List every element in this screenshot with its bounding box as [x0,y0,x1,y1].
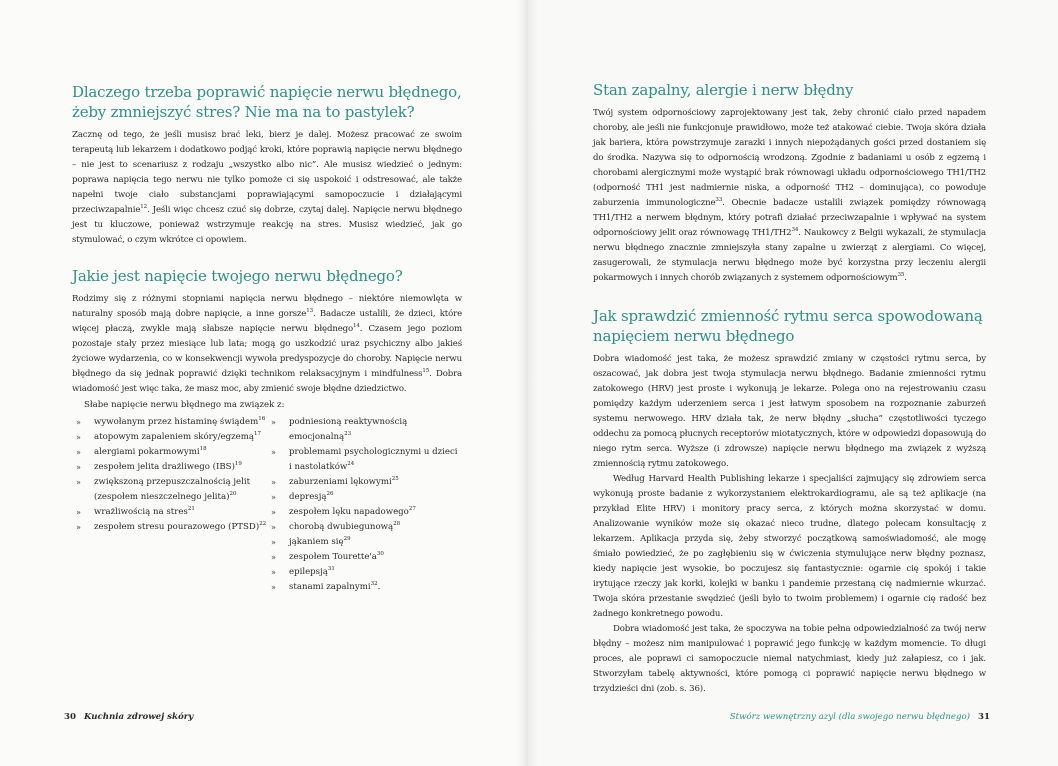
footnote-ref: 21 [187,506,195,513]
condition-text: zespołem jelita drażliwego (IBS) [94,462,235,472]
bullet-icon: » [271,568,276,577]
footnote-ref: 31 [327,566,335,573]
condition-text: podniesioną reaktywnością emocjonalną [289,417,408,442]
text-run: . Obecnie badacze ustalili związek pomiędzy równowagą TH1/TH2 a nerwem błędnym, który potrafi działać przeciwzapalnie i wpływać na system odpornościowy jelit oraz równowagę TH1/TH2 [593,198,986,238]
condition-item [72,460,267,475]
footnote-ref: 33 [715,197,723,204]
book-gutter [516,0,538,766]
footnote-ref: 19 [234,461,242,468]
condition-text: stanami zapalnymi [289,582,371,592]
text-run: . [904,273,907,283]
footnote-ref: 16 [258,416,266,423]
bullet-icon: » [271,553,276,562]
footnote-ref: 14 [353,323,360,330]
section-paragraph-inflammation [593,106,986,286]
text-run: . Badacze ustalili, że dzieci, które więcej płaczą, zwykle mają słabsze napięcie nerwu błędnego [72,309,463,334]
condition-item [72,415,267,430]
footnote-ref: 28 [393,521,401,528]
section-heading-hrv: Jak sprawdzić zmienność rytmu serca spowodowaną napięciem nerwu błędnego [593,307,983,345]
bullet-icon: » [271,523,276,532]
condition-text: zwiększoną przepuszczalnością jelit (zespołem nieszczelnego jelita) [94,477,251,502]
bullet-icon: » [271,418,276,427]
condition-item [267,490,462,505]
condition-item [267,475,462,490]
condition-text: zespołem lęku napadowego [289,507,409,517]
footnote-ref: 26 [326,491,334,498]
bullet-icon: » [271,478,276,487]
footnote-ref: 13 [306,308,313,315]
condition-item [72,475,267,505]
section-paragraph-hrv-2: Według Harvard Health Publishing lekarze i specjaliści zajmujący się zdrowiem serca wykonują proste badanie z wykorzystaniem elektrokardiogramu, ale są też aplikacje (na przykład Elite HRV) i monitory pracy serca, z których można skorzystać w domu. Analizowanie wyników może się okazać nieco trudne, dlatego polecam konsultację z lekarzem. Aplikacja przyda się, żeby stworzyć początkową samoświadomość, ale mogę śmiało powiedzieć, że po zagłębieniu się w ćwiczenia stymulujące nerw błędny poznasz, kiedy napięcie jest wysokie, bo poczujesz się fantastycznie: ogarnie cię spokój i takie irytujące rzeczy jak korki, kolejki w banku i pandemie przestaną cię nadmiernie wkurzać. Twoja skóra przestanie swędzieć (jeśli było to twoim problemem) i ogarnie cię radość bez żadnego konkretnego powodu. [593,474,986,619]
conditions-column-1 [72,415,267,595]
text-run: . Czasem jego poziom pozostaje stały przez miesiące lub lata; mogą go uszkodzić uraz psychiczny albo jakieś życiowe wydarzenia, co w konsekwencji wywoła predyspozycje do choroby. Napięcie nerwu błędnego da się jednak poprawić dzięki technikom relaksacyjnym i mindfulness [72,324,462,379]
condition-text: jąkaniem się [289,537,344,547]
running-title: Kuchnia zdrowej skóry [83,712,194,722]
section-heading-why: Dlaczego trzeba poprawić napięcie nerwu błędnego, żeby zmniejszyć stres? Nie ma na to pastylek? [72,83,462,121]
footnote-ref: 20 [229,491,237,498]
bullet-icon: » [271,583,276,592]
text-run: Zacznę od tego, że jeśli musisz brać leki, bierz je dalej. Możesz pracować ze swoim terapeutą lub lekarzem i dodatkowo podjąć kroki, które poprawią napięcie nerwu błędnego – nie jest to scenariusz z rodzaju „wszystko albo nic”. Ale musisz wiedzieć o jednym: poprawa napięcia tego nerwu nie tylko pomoże ci się uspokoić i odstresować, ale także napełni twoje ciało substancjami poprawiającymi samopoczucie i działającymi przeciwzapalnie [72,130,462,215]
condition-item [267,415,462,445]
condition-text: wrażliwością na stres [94,507,188,517]
footnote-ref: 18 [199,446,207,453]
condition-text: alergiami pokarmowymi [94,447,200,457]
condition-item [267,565,462,580]
footnote-ref: 34 [791,227,799,234]
conditions-list [72,415,462,595]
condition-text: atopowym zapaleniem skóry/egzemą [94,432,254,442]
bullet-icon: » [271,493,276,502]
section-heading-inflammation: Stan zapalny, alergie i nerw błędny [593,81,854,99]
section-paragraph-hrv-1: Dobra wiadomość jest taka, że możesz sprawdzić zmiany w częstości rytmu serca, by oszacować, jak dobra jest twoja stymulacja nerwu błędnego. Badanie zmienności rytmu zatokowego (HRV) jest proste i wykonują je lekarze. Polega ono na rejestrowaniu czasu pomiędzy każdym uderzeniem serca i jest łatwym sposobem na rozpoznanie zaburzeń systemu nerwowego. HRV działa tak, że nerw błędny „słucha” częstotliwości tyczego oddechu za pomocą płucnych receptorów miotatycznych, które w odpowiedzi dopasowują do niego rytm serca. Wyższe (i zdrowsze) napięcie nerwu błędnego ma związek z wyższą zmiennością rytmu zatokowego. [593,354,986,469]
section-paragraph-why [72,128,462,248]
condition-tail: . [377,582,381,592]
bullet-icon: » [76,523,81,532]
footnote-ref: 24 [347,461,355,468]
text-run: . Naukowcy z Belgii wykazali, że stymulacja nerwu błędnego znacznie zmniejszyła stany zapalne u zwierząt z alergiami. Co więcej, zasugerowali, że stymulacja nerwu błędnego może być korzystna przy leczeniu alergii pokarmowych i innych chorób związanych z systemem odpornościowym [593,228,986,283]
condition-item [267,580,462,595]
left-page [0,0,525,766]
condition-text: chorobą dwubiegunową [289,522,394,532]
bullet-icon: » [76,433,81,442]
condition-item [267,535,462,550]
right-page [525,0,1058,766]
condition-text: zespołem stresu pourazowego (PTSD) [94,522,260,532]
bullet-icon: » [76,418,81,427]
section-heading-tone: Jakie jest napięcie twojego nerwu błędnego? [72,267,403,285]
footnote-ref: 35 [897,272,905,279]
footnote-ref: 32 [370,581,378,588]
condition-text: problemami psychologicznymi u dzieci i nastolatków [289,447,458,472]
footnote-ref: 17 [254,431,261,438]
bullet-icon: » [271,448,276,457]
condition-item [267,520,462,535]
footnote-ref: 29 [343,536,351,543]
footnote-ref: 25 [391,476,399,483]
bullet-icon: » [271,538,276,547]
running-title: Stwórz wewnętrzny azyl (dla swojego nerwu błędnego) [729,712,971,722]
condition-text: zaburzeniami lękowymi [289,477,392,487]
text-run: . Jeśli więc chcesz czuć się dobrze, czytaj dalej. Napięcie nerwu błędnego jest tu kluczowe, ponieważ wstrzymuje reakcję na stres. Musisz wiedzieć, jak go stymulować, o czym wkrótce ci opowiem. [72,205,462,245]
condition-text: wywołanym przez histaminę świądem [94,417,259,427]
footnote-ref: 27 [408,506,416,513]
condition-text: depresją [289,492,327,502]
footnote-ref: 30 [376,551,384,558]
section-paragraph-tone [72,292,462,397]
text-run: . Dobra wiadomość jest więc taka, że masz moc, aby zmienić swoje błędne dziedzictwo. [72,369,462,394]
conditions-column-2 [267,415,462,595]
footnote-ref: 12 [140,204,147,211]
condition-item [72,520,267,535]
bullet-icon: » [76,508,81,517]
bullet-icon: » [76,448,81,457]
left-page-footer [64,712,193,722]
footnote-ref: 15 [422,368,430,375]
page-number: 30 [64,712,76,722]
section-paragraph-hrv-3: Dobra wiadomość jest taka, że spoczywa na tobie pełna odpowiedzialność za twój nerw błędny – możesz nim manipulować i poprawić jego funkcję w każdym momencie. To długi proces, ale poprawi ci samopoczucie niemal natychmiast, kiedy już załapiesz, co i jak. Stworzyłam tabelę aktywności, które pomogą ci poprawić napięcie nerwu błędnego w trzydzieści dni (zob. s. 36). [593,624,986,694]
condition-item [267,550,462,565]
condition-item [267,445,462,475]
right-page-content [593,80,986,697]
condition-item [267,505,462,520]
page-number: 31 [978,712,990,722]
right-page-footer [730,712,990,722]
bullet-icon: » [76,478,81,487]
bullet-icon: » [76,463,81,472]
condition-text: zespołem Tourette'a [289,552,377,562]
footnote-ref: 22 [259,521,267,528]
condition-item [72,505,267,520]
condition-item [72,430,267,445]
bullet-icon: » [271,508,276,517]
list-intro: Słabe napięcie nerwu błędnego ma związek z: [84,400,285,410]
text-run: Rodzimy się z różnymi stopniami napięcia nerwu błędnego – niektóre niemowlęta w naturalny sposób mają dobre napięcie, a inne gorsze [72,294,462,319]
left-page-content [72,82,462,595]
condition-item [72,445,267,460]
text-run: Twój system odpornościowy zaprojektowany jest tak, żeby chronić ciało przed napadem choroby, ale jeśli nie funkcjonuje prawidłowo, może też atakować ciebie. Twoja skóra działa jak bariera, która powstrzymuje zarazki i innych niepożądanych gości przed dostaniem się do środka. Nazywa się to odpornością wrodzoną. Zgodnie z badaniami u osób z egzemą i chorobami alergicznymi może wystąpić brak równowagi układu odpornościowego TH1/TH2 (odporność TH1 jest nadmiernie niska, a odporność TH2 – dominująca), co powoduje zaburzenia immunologiczne [593,108,986,208]
footnote-ref: 23 [344,431,352,438]
condition-text: epilepsją [289,567,328,577]
